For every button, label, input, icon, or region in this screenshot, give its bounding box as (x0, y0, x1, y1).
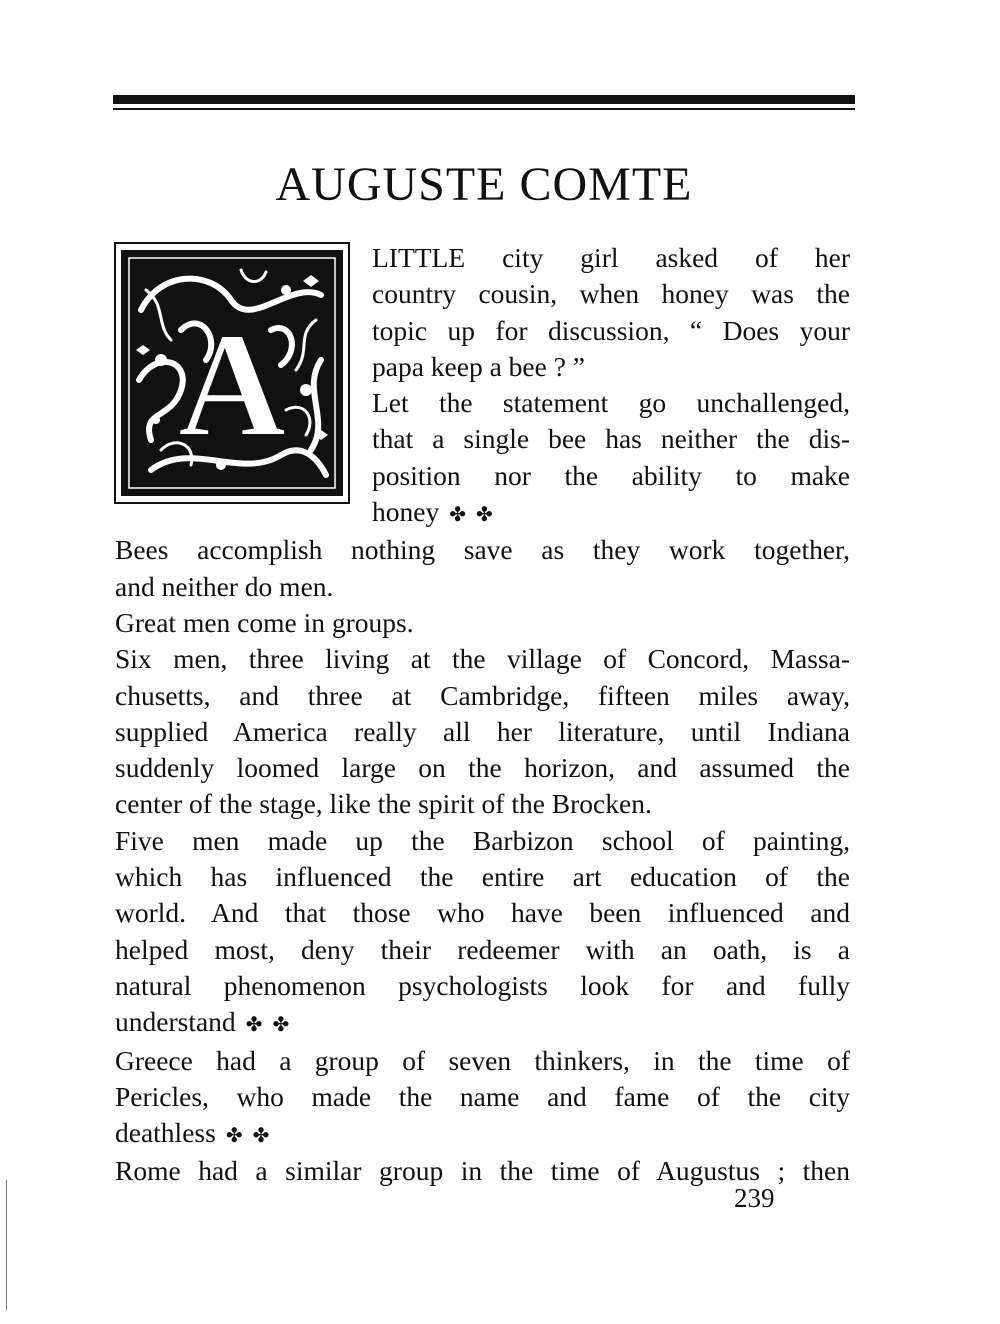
paragraph (115, 641, 850, 822)
text-line: Greece had a group of seven thinkers, in the time of (115, 1044, 850, 1076)
text-line: Let the statement go unchallenged, (372, 387, 850, 419)
paragraph (115, 605, 850, 641)
text-line: Pericles, who made the name and fame of the city (115, 1080, 850, 1112)
paragraph (115, 1043, 850, 1154)
text-line: Bees accomplish nothing save as they work together, (115, 534, 850, 566)
svg-text:A: A (177, 302, 287, 468)
ornament-icon: ✤ (225, 1123, 243, 1148)
ornament-icon: ✤ (252, 1123, 270, 1148)
text-line: which has influenced the entire art education of the (115, 861, 850, 893)
text-line: suddenly loomed large on the horizon, and assumed the (115, 752, 850, 784)
ornament-icon: ✤ (245, 1012, 263, 1037)
text-line: that a single bee has neither the dis- (372, 423, 850, 455)
text-line: helped most, deny their redeemer with an oath, is a (115, 933, 850, 965)
text-line: and neither do men. (115, 570, 334, 602)
text-line: chusetts, and three at Cambridge, fifteen miles away, (115, 679, 850, 711)
text-line: center of the stage, like the spirit of the Brocken. (115, 788, 652, 820)
paragraph (115, 240, 850, 385)
ornament-icon: ✤ (475, 502, 493, 527)
text-line: papa keep a bee ? ” (372, 350, 585, 382)
text-line (115, 1004, 850, 1042)
text-line: Rome had a similar group in the time of Augustus ; then (115, 1155, 850, 1187)
scan-margin-line (6, 1180, 7, 1310)
text-line: Six men, three living at the village of Concord, Massa- (115, 643, 850, 675)
paragraph (115, 823, 850, 1043)
paragraph (115, 532, 850, 605)
header-rule-thin (113, 108, 855, 110)
header-rule-thick (113, 95, 855, 104)
text-line: natural phenomenon psychologists look for and fully (115, 969, 850, 1001)
text-line-content: deathless (115, 1117, 216, 1149)
ornament-icon: ✤ (272, 1012, 290, 1037)
text-line-content: honey (372, 496, 440, 528)
text-line: supplied America really all her literature, until Indiana (115, 715, 850, 747)
text-line: country cousin, when honey was the (372, 278, 850, 310)
text-line: position nor the ability to make (372, 459, 850, 491)
page-number: 239 (734, 1183, 775, 1213)
text-line-content: understand (115, 1006, 236, 1038)
text-line: topic up for discussion, “ Does your (372, 314, 850, 346)
text-line: LITTLE city girl asked of her (372, 242, 850, 273)
text-line: Great men come in groups. (115, 606, 414, 638)
page-title: AUGUSTE COMTE (275, 158, 693, 211)
text-line (372, 494, 850, 532)
text-line (115, 1115, 850, 1153)
text-line: world. And that those who have been influenced and (115, 897, 850, 929)
text-line: Five men made up the Barbizon school of painting, (115, 824, 850, 856)
ornament-icon: ✤ (449, 502, 466, 527)
body-text (115, 240, 850, 1190)
paragraph (115, 385, 850, 532)
